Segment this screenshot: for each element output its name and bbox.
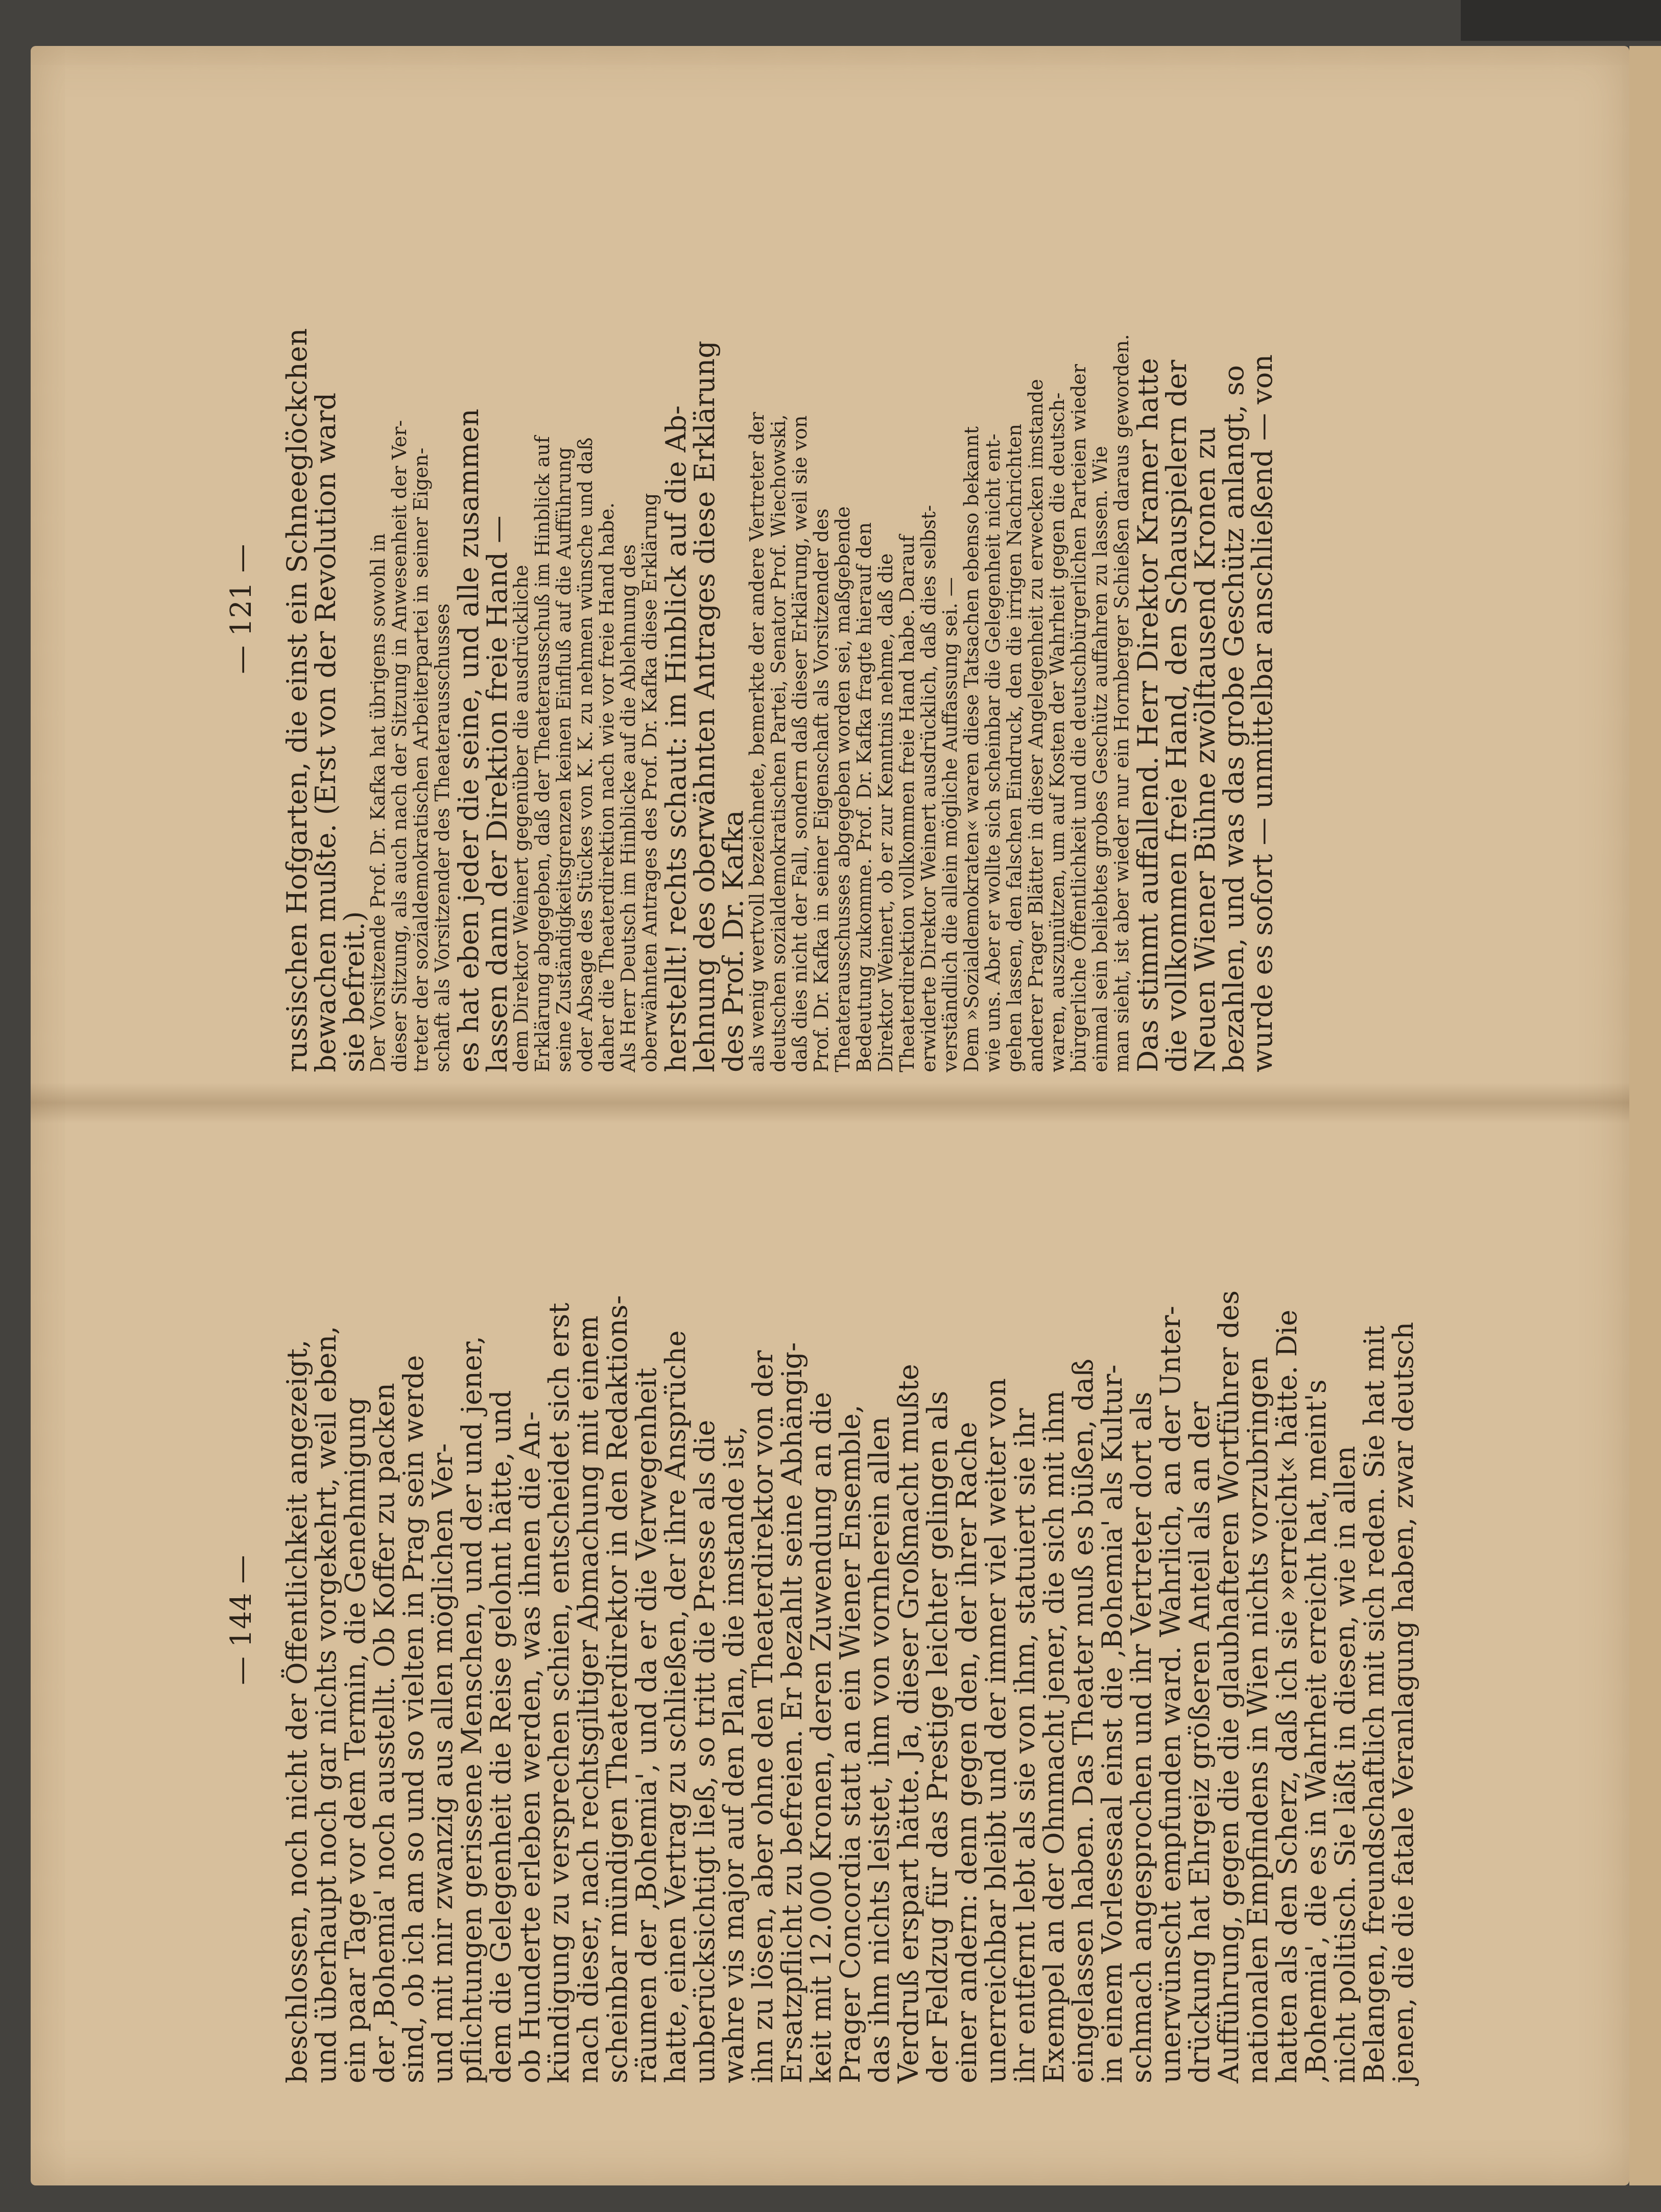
text-line: Neuen Wiener Bühne zwölftausend Kronen zu <box>1189 426 1221 1072</box>
text-line: unberücksichtigt ließ, so tritt die Presse als die <box>689 1420 721 2083</box>
text-line: Prager Concordia statt an ein Wiener Ensemble, <box>834 1404 866 2083</box>
text-line: hatte, einen Vertrag zu schließen, der ihre Ansprüche <box>659 1330 692 2083</box>
text-line: lehnung des oberwähnten Antrages diese Erklärung <box>689 341 721 1072</box>
text-line: seine Zuständigkeitsgrenzen keinen Einfluß auf die Aufführung <box>553 447 575 1072</box>
text-line: als wenig wertvoll bezeichnete, bemerkte der andere Vertreter der <box>746 412 768 1072</box>
text-line: bewachen mußte. (Erst von der Revolution ward <box>310 392 342 1072</box>
text-line: es hat eben jeder die seine, und alle zusammen <box>453 408 485 1072</box>
text-line: Dem »Sozialdemokraten« waren diese Tatsachen ebenso bekannt <box>960 426 983 1072</box>
text-line: dem die Gelegenheit die Reise gelohnt hätte, und <box>485 1390 517 2083</box>
text-line: nationalen Empfindens in Wien nichts vorzubringen <box>1242 1356 1274 2083</box>
text-line: schmach angesprochen und ihr Vertreter dort als <box>1125 1391 1157 2083</box>
text-line: lassen dann der Direktion freie Hand — <box>481 515 513 1072</box>
page-number: — 121 — <box>225 544 258 674</box>
text-line: daß dies nicht der Fall, sondern daß dieser Erklärung, weil sie von <box>789 415 811 1072</box>
text-line: unerreichbar bleibt und der immer viel weiter von <box>980 1378 1012 2083</box>
text-line: nach dieser, nach rechtsgiltiger Abmachung mit einem <box>572 1315 604 2083</box>
text-line: russischen Hofgarten, die einst ein Schneeglöckchen <box>281 328 313 1072</box>
text-line: Der Vorsitzende Prof. Dr. Kafka hat übrigens sowohl in <box>367 533 389 1072</box>
text-line: einmal sein beliebtes grobes Geschütz auffahren zu lassen. Wie <box>1089 446 1111 1072</box>
text-line: ‚Bohemia', die es in Wahrheit erreicht hat, meint's <box>1300 1379 1332 2083</box>
text-line: das ihm nichts leistet, ihm von vornherein allen <box>863 1416 895 2083</box>
text-line: ihn zu lösen, aber ohne den Theaterdirektor von der <box>747 1350 779 2083</box>
text-line: ein paar Tage vor dem Termin, die Genehmigung <box>339 1397 371 2083</box>
text-line: oberwähnten Antrages des Prof. Dr. Kafka diese Erklärung <box>638 493 661 1072</box>
text-line: Belangen, freundschaftlich mit sich reden. Sie hat mit <box>1358 1325 1390 2083</box>
text-line: Bedeutung zukomme. Prof. Dr. Kafka fragte hierauf den <box>853 522 875 1072</box>
text-line: Theaterdirektion vollkommen freie Hand habe. Darauf <box>896 535 918 1072</box>
text-line: keit mit 12.000 Kronen, deren Zuwendung an die <box>805 1391 837 2083</box>
text-line: eingelassen haben. Das Theater muß es büßen, daß <box>1067 1358 1099 2083</box>
text-line: räumen der ‚Bohemia', und da er die Verwegenheit <box>630 1367 662 2083</box>
text-line: in einem Vorlesesaal einst die ‚Bohemia' als Kultur- <box>1096 1364 1128 2083</box>
text-line: Direktor Weinert, ob er zur Kenntnis nehme, daß die <box>874 553 897 1072</box>
text-line: anderer Prager Blätter in dieser Angelegenheit zu erwecken imstande <box>1025 379 1047 1072</box>
text-line: drückung hat Ehrgeiz größeren Anteil als an der <box>1183 1401 1216 2083</box>
text-line: man sieht, ist aber wieder nur ein Hornberger Schießen daraus geworden. <box>1110 334 1133 1072</box>
page-number: — 144 — <box>225 1555 258 1685</box>
text-line: herstellt! rechts schaut: im Hinblick auf die Ab- <box>660 405 692 1072</box>
text-line: Prof. Dr. Kafka in seiner Eigenschaft als Vorsitzender des <box>810 508 833 1072</box>
text-line: der Feldzug für das Prestige leichter gelingen als <box>921 1390 954 2083</box>
text-line: und mit mir zwanzig aus allen möglichen Ver- <box>426 1443 459 2083</box>
page-144 <box>225 1154 1420 2083</box>
text-line: Das stimmt auffallend. Herr Direktor Kramer hatte <box>1132 358 1164 1072</box>
text-line: unerwünscht empfunden ward. Wahrlich, an der Unter- <box>1154 1306 1187 2083</box>
text-line: waren, auszunützen, um auf Kosten der Wahrheit gegen die deutsch- <box>1046 392 1069 1072</box>
text-line: daher die Theaterdirektion nach wie vor freie Hand habe. <box>596 502 618 1072</box>
text-line: jenen, die die fatale Veranlagung haben, zwar deutsch <box>1387 1321 1419 2083</box>
text-line: treter der sozialdemokratischen Arbeiterpartei in seiner Eigen- <box>410 447 432 1072</box>
text-line: Erklärung abgegeben, daß der Theaterausschuß im Hinblick auf <box>531 436 554 1072</box>
text-line: sind, ob ich am so und so vielten in Prag sein werde <box>397 1355 430 2083</box>
text-line: Aufführung, gegen die die glaubhafteren Wortführer des <box>1213 1290 1245 2083</box>
text-line: schaft als Vorsitzender des Theaterausschusses <box>431 603 454 1072</box>
text-line: oder Absage des Stückes von K. K. zu nehmen wünsche und daß <box>574 437 597 1072</box>
text-line: verständlich die allein mögliche Auffassung sei. — <box>939 577 961 1072</box>
text-line: wurde es sofort — unmittelbar anschließend — von <box>1246 354 1278 1072</box>
text-line: Ersatzpflicht zu befreien. Er bezahlt seine Abhängig- <box>776 1342 808 2083</box>
text-line: beschlossen, noch nicht der Öffentlichkeit angezeigt, <box>281 1339 313 2083</box>
text-line: bezahlen, und was das grobe Geschütz anlangt, so <box>1218 365 1250 1072</box>
text-line: ob Hunderte erleben werden, was ihnen die An- <box>514 1411 546 2083</box>
text-line: Theaterausschusses abgegeben worden sei, maßgebende <box>832 506 854 1072</box>
text-line: einer andern: denn gegen den, der ihrer Rache <box>951 1422 983 2083</box>
text-line: ihr entfernt lebt als sie von ihm, statuiert sie ihr <box>1009 1408 1041 2083</box>
text-line: pflichtungen gerissene Menschen, und der und jener, <box>456 1336 488 2083</box>
text-line: nicht politisch. Sie läßt in diesen, wie in allen <box>1329 1446 1361 2083</box>
text-line: bürgerliche Öffentlichkeit und die deutschbürgerlichen Parteien wieder <box>1067 364 1090 1072</box>
text-line: scheinbar mündigen Theaterdirektor in den Redaktions- <box>601 1295 633 2083</box>
text-line: und überhaupt noch gar nichts vorgekehrt, weil eben, <box>310 1326 342 2083</box>
text-line: wahre vis major auf den Plan, die imstande ist, <box>718 1426 750 2083</box>
text-line: deutschen sozialdemokratischen Partei, Senator Prof. Wiechowski, <box>767 414 790 1072</box>
text-line: wie uns. Aber er wollte sich scheinbar die Gelegenheit nicht ent- <box>982 434 1004 1072</box>
next-sheet-edge <box>1629 46 1661 2185</box>
scanner-edge <box>1461 0 1661 41</box>
text-line: dieser Sitzung, als auch nach der Sitzung in Anwesenheit der Ver- <box>388 420 411 1072</box>
page-121 <box>225 245 1420 1072</box>
text-line: des Prof. Dr. Kafka <box>717 810 749 1072</box>
page-fold <box>31 1083 1629 1123</box>
text-line: hatten als den Scherz, daß ich sie »erreicht« hätte. Die <box>1271 1309 1303 2083</box>
text-line: die vollkommen freie Hand, den Schauspielern der <box>1160 359 1193 1072</box>
text-line: erwiderte Direktor Weinert ausdrücklich, daß dies selbst- <box>917 504 940 1072</box>
text-line: kündigung zu versprechen schien, entscheidet sich erst <box>543 1303 575 2083</box>
text-line: Verdruß erspart hätte. Ja, dieser Großmacht mußte <box>892 1364 924 2083</box>
text-line: sie befreit.) <box>338 911 370 1072</box>
text-line: der ‚Bohemia' noch ausstellt. Ob Koffer zu packen <box>368 1383 400 2083</box>
text-line: Exempel an der Ohnmacht jener, die sich mit ihm <box>1038 1390 1070 2083</box>
text-line: Als Herr Deutsch im Hinblicke auf die Ablehnung des <box>617 544 639 1072</box>
text-line: dem Direktor Weinert gegenüber die ausdrückliche <box>510 565 532 1072</box>
text-line: gehen lassen, den falschen Eindruck, den die irrigen Nachrichten <box>1003 424 1026 1072</box>
